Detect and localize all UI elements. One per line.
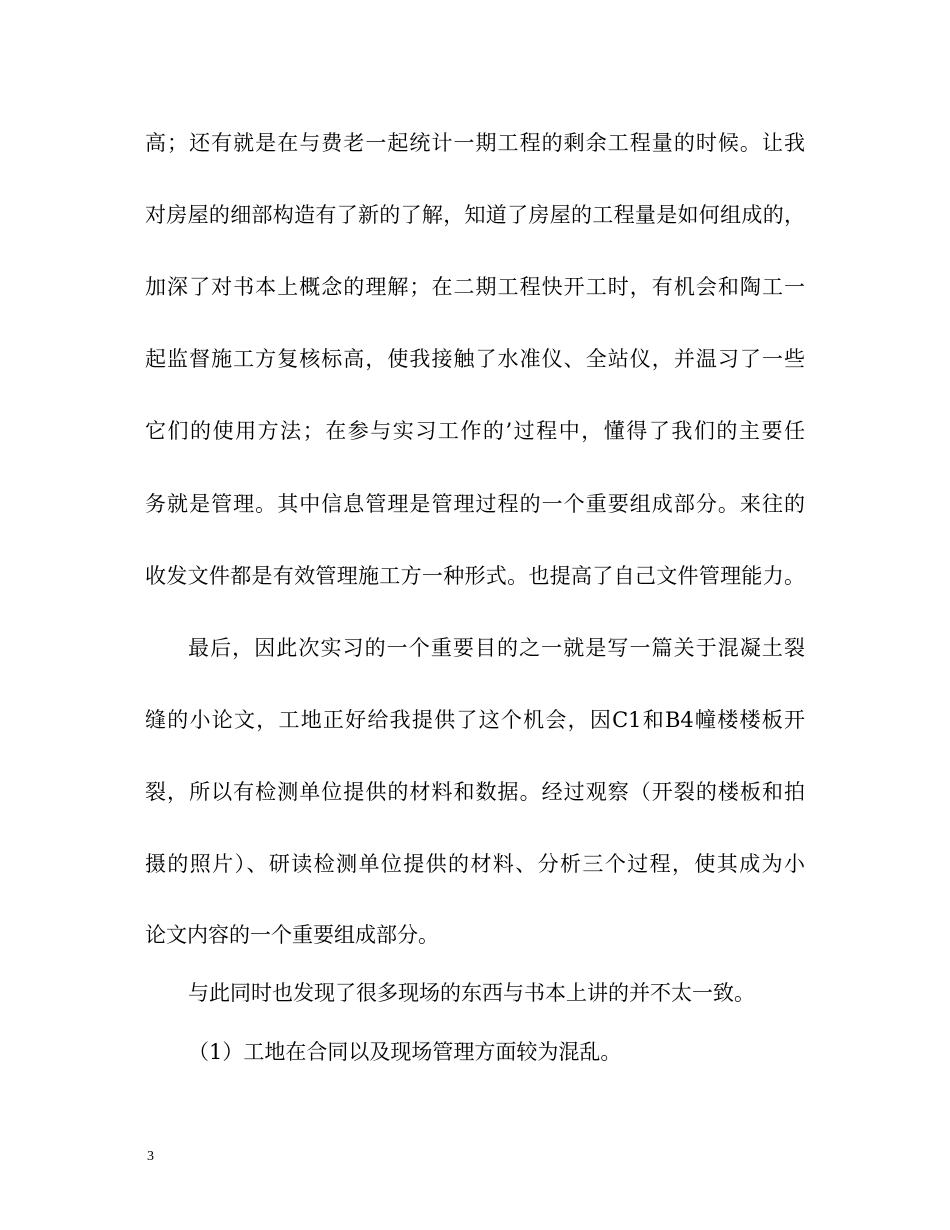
text-line-1: 高；还有就是在与费老一起统计一期工程的剩余工程量的时候。让我	[145, 131, 805, 155]
text-line-11: 摄的照片）、研读检测单位提供的材料、分析三个过程，使其成为小	[145, 852, 805, 876]
text-line-3: 加深了对书本上概念的理解；在二期工程快开工时，有机会和陶工一	[145, 275, 805, 299]
text-line-6: 务就是管理。其中信息管理是管理过程的一个重要组成部分。来往的	[145, 492, 805, 516]
text-line-13: 与此同时也发现了很多现场的东西与书本上讲的并不太一致。	[188, 981, 755, 1005]
text-line-9: 缝的小论文，工地正好给我提供了这个机会，因C1和B4幢楼楼板开	[145, 708, 805, 732]
text-line-7: 收发文件都是有效管理施工方一种形式。也提高了自己文件管理能力。	[145, 564, 805, 588]
text-line-4: 起监督施工方复核标高，使我接触了水准仪、全站仪，并温习了一些	[145, 347, 805, 371]
text-line-10: 裂，所以有检测单位提供的材料和数据。经过观察（开裂的楼板和拍	[145, 780, 805, 804]
text-line-14: （1）工地在合同以及现场管理方面较为混乱。	[188, 1040, 622, 1064]
text-line-5: 它们的使用方法；在参与实习工作的’过程中，懂得了我们的主要任	[145, 419, 805, 443]
text-line-8: 最后，因此次实习的一个重要目的之一就是写一篇关于混凝土裂	[188, 636, 805, 660]
text-line-2: 对房屋的细部构造有了新的了解，知道了房屋的工程量是如何组成的，	[145, 203, 805, 227]
page-number: 3	[147, 1149, 154, 1164]
text-line-12: 论文内容的一个重要组成部分。	[145, 923, 439, 947]
